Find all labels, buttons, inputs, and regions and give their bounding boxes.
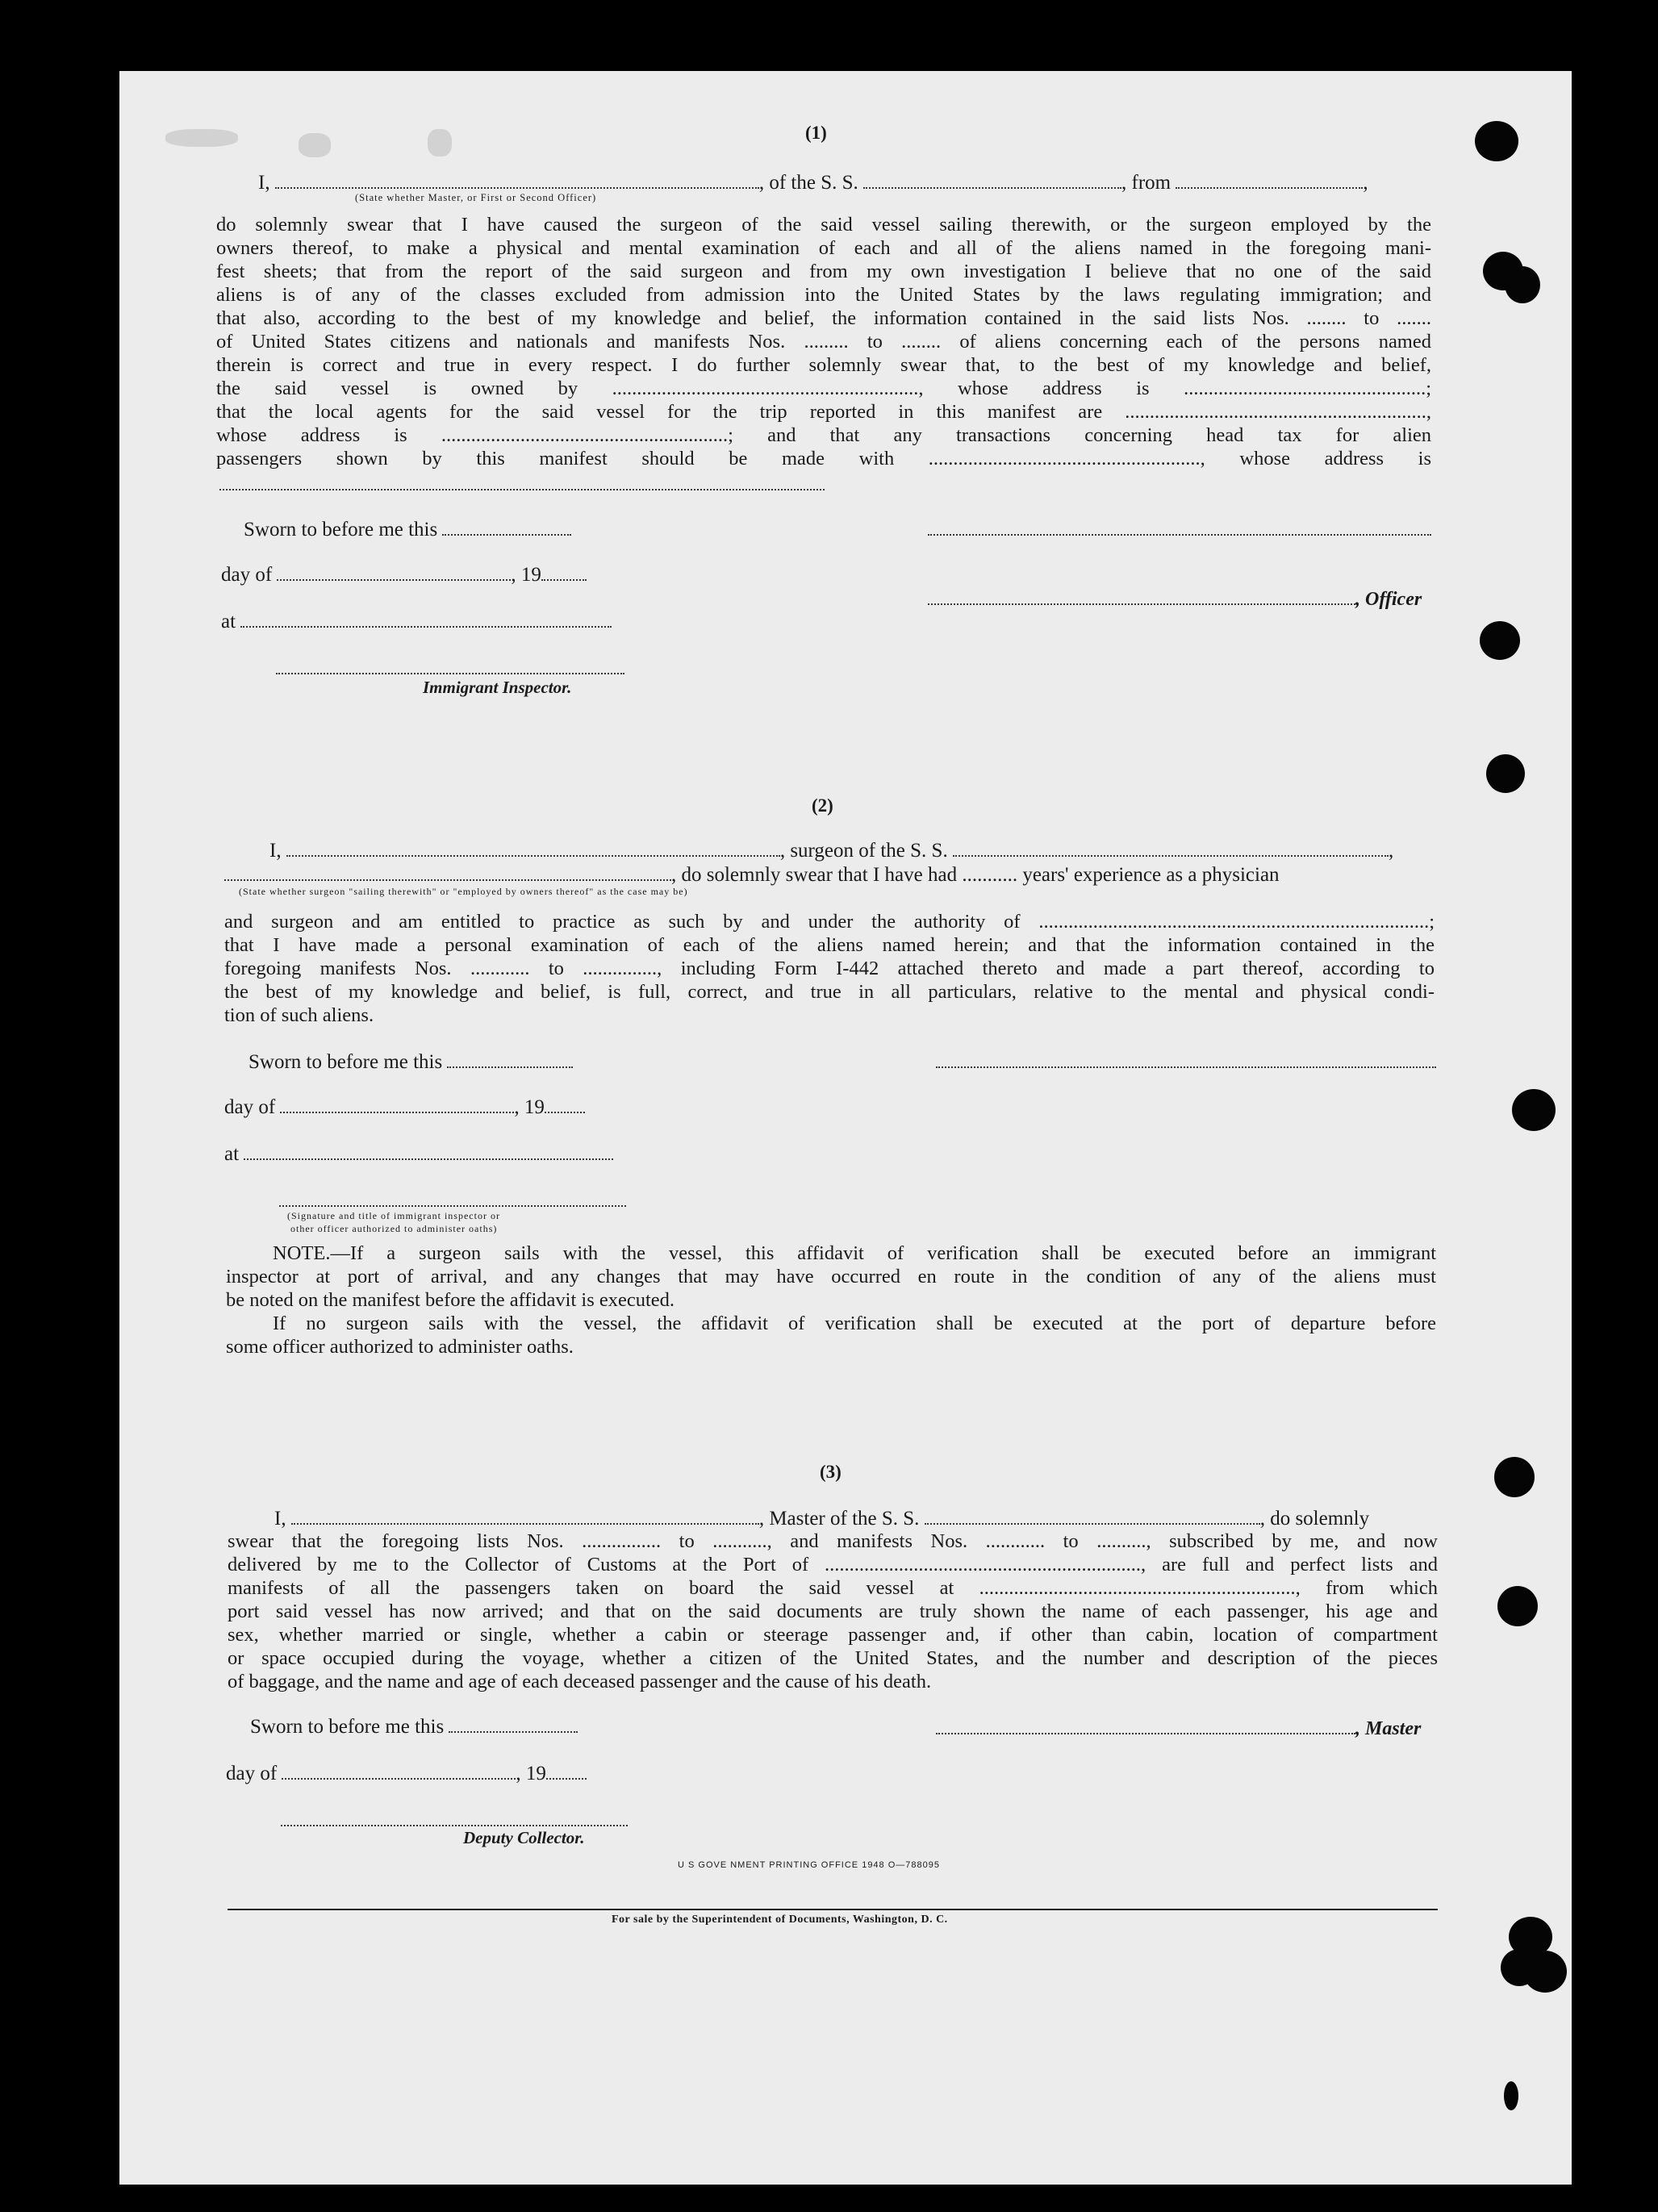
printing-office: U S GOVE NMENT PRINTING OFFICE 1948 O—788095 xyxy=(678,1860,940,1870)
ink-smudge xyxy=(299,133,331,157)
master-title: , Master xyxy=(936,1717,1421,1741)
signature-line xyxy=(936,1066,1436,1068)
sworn-line: Sworn to before me this xyxy=(244,518,571,541)
punch-hole xyxy=(1475,121,1518,161)
address-line xyxy=(219,489,825,490)
section1-body: do solemnly swear that I have caused the surgeon of the said vessel sailing therewith, or the surgeon employed by the owners thereof, to make a physical and mental examination of each and all of the aliens named in the foregoing mani- fest sheets; that from the report of the said surgeon and from my own investigation I believe that no one of the said aliens is of any of the classes excluded from admission into the United States by the laws regulating immigration; and that also, according to the best of my knowledge and belief, the information contained in the said lists Nos. ........ to ....... of United States citizens and nationals and manifests Nos. ......... to ........ of aliens concerning each of the persons named therein is correct and true in every respect. I do further solemnly swear that, to the best of my knowledge and belief, the said vessel is owned by .............................................................., whose address is .................................................; that the local agents for the said vessel for the trip reported in this manifest are ............................................................., whose address is ..........................................................; and that any transactions concerning head tax for alien passengers shown by this manifest should be made with ......................................................., whose address is xyxy=(216,214,1431,470)
section1-line1: I, , of the S. S. , from , xyxy=(258,172,1368,194)
at-line: at xyxy=(224,1142,613,1166)
inspector-signature-line xyxy=(276,673,624,674)
punch-hole xyxy=(1486,754,1525,793)
deputy-signature-line xyxy=(281,1825,628,1826)
punch-hole xyxy=(1497,1586,1538,1626)
ink-smudge xyxy=(165,129,238,147)
day-line: day of , 19 xyxy=(221,563,587,586)
ink-smudge xyxy=(428,129,452,157)
punch-hole xyxy=(1512,1089,1556,1131)
section-number: (3) xyxy=(820,1462,842,1482)
punch-hole xyxy=(1494,1457,1535,1497)
day-line: day of , 19 xyxy=(224,1096,585,1119)
officer-signature-line xyxy=(928,534,1431,536)
sworn-line: Sworn to before me this xyxy=(250,1715,578,1738)
footer-rule xyxy=(228,1909,1438,1910)
deputy-title: Deputy Collector. xyxy=(463,1828,585,1847)
surgeon-note: (State whether surgeon "sailing therewith" or "employed by owners thereof" as the case may be) xyxy=(239,886,688,897)
signature-note: other officer authorized to administer oaths) xyxy=(290,1223,498,1234)
officer-note: (State whether Master, or First or Second Officer) xyxy=(355,192,597,203)
officer-title: , Officer xyxy=(928,587,1422,611)
section-number: (1) xyxy=(805,123,827,143)
day-line: day of , 19 xyxy=(226,1762,587,1785)
punch-hole xyxy=(1523,1951,1567,1993)
signature-line xyxy=(279,1205,626,1207)
section2-line2: , do solemnly swear that I have had ........... years' experience as a physician xyxy=(224,863,1280,887)
section3-line1: I, , Master of the S. S. , do solemnly xyxy=(274,1508,1370,1530)
punch-hole xyxy=(1504,2081,1518,2110)
sworn-line: Sworn to before me this xyxy=(248,1050,573,1074)
signature-note: (Signature and title of immigrant inspector or xyxy=(287,1210,500,1221)
sale-note: For sale by the Superintendent of Documents, Washington, D. C. xyxy=(612,1914,948,1926)
punch-hole xyxy=(1480,621,1520,660)
punch-hole xyxy=(1505,266,1540,303)
inspector-title: Immigrant Inspector. xyxy=(423,678,572,697)
section3-body: swear that the foregoing lists Nos. ................ to ..........., and manifests Nos. ............ to .........., subscribed by me, and now delivered by me to the Collector of Customs at the Port of ................................................................, are full and perfect lists and manifests of all the passengers taken on board the said vessel at ................................................................, from which port said vessel has now arrived; and that on the said documents are truly shown the name of each passenger, his age and sex, whether married or single, whether a cabin or steerage passenger and, if other than cabin, location of compartment or space occupied during the voyage, whether a citizen of the United States, and the number and description of the pieces of baggage, and the name and age of each deceased passenger and the cause of his death. xyxy=(228,1530,1438,1692)
section2-body: and surgeon and am entitled to practice as such by and under the authority of ...............................................................................; that I have made a personal examination of each of the aliens named herein; and that the information contained in the foregoing manifests Nos. ............ to ..............., including Form I-442 attached thereto and made a part thereof, according to the best of my knowledge and belief, is full, correct, and true in all particulars, relative to the mental and physical condi- tion of such aliens. xyxy=(224,911,1435,1026)
at-line: at xyxy=(221,610,612,633)
section2-line1: I, , surgeon of the S. S. , xyxy=(269,840,1394,862)
note-paragraph: NOTE.—If a surgeon sails with the vessel, this affidavit of verification shall be executed before an immigrant inspector at port of arrival, and any changes that may have occurred en route in the condition of any of the aliens must be noted on the manifest before the affidavit is executed. If no surgeon sails with the vessel, the affidavit of verification shall be executed at the port of departure before some officer authorized to administer oaths. xyxy=(226,1242,1436,1358)
section-number: (2) xyxy=(812,795,833,816)
